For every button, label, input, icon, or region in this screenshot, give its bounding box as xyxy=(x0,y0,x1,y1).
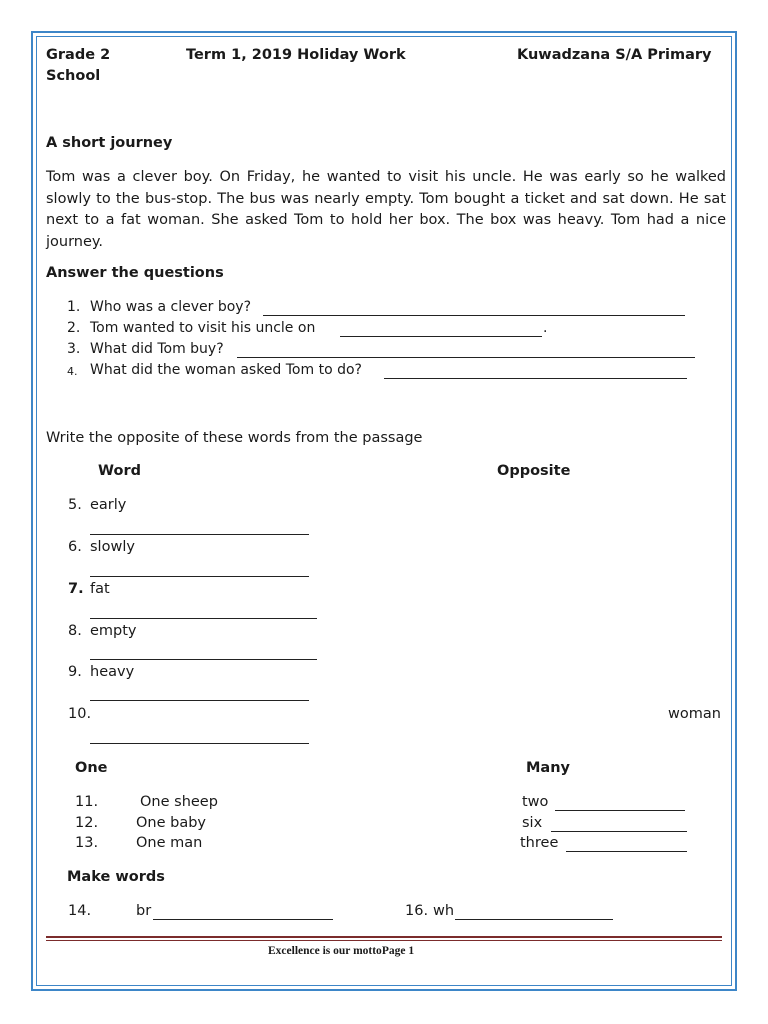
header-school: Kuwadzana S/A Primary xyxy=(517,47,712,63)
footer-page-number: Page 1 xyxy=(381,945,415,957)
question-number: 3. xyxy=(67,341,81,357)
plural-one: One man xyxy=(136,835,203,851)
answer-line[interactable] xyxy=(90,743,309,744)
col-one-heading: One xyxy=(75,760,108,776)
opposite-right-word: woman xyxy=(668,706,721,722)
answer-line[interactable] xyxy=(263,315,685,316)
opposite-word: slowly xyxy=(90,539,135,555)
passage-text: Tom was a clever boy. On Friday, he wanted to visit his uncle. He was early so he walked slowly to the bus-stop. The bus was nearly empty. Tom bought a ticket and sat down. He sat next to a fat woman. She asked Tom to hold her box. The box was heavy. Tom had a nice journey. xyxy=(46,169,726,250)
answer-line[interactable] xyxy=(555,810,685,811)
footer-rule xyxy=(46,936,722,938)
question-number: 2. xyxy=(67,320,81,336)
plural-many: two xyxy=(522,794,549,810)
opposite-word: heavy xyxy=(90,664,135,680)
answer-line[interactable] xyxy=(90,700,309,701)
question-suffix: . xyxy=(543,320,548,336)
make-word-number: 14. xyxy=(68,903,92,919)
question-text: What did Tom buy? xyxy=(90,341,224,357)
opposites-instruction: Write the opposite of these words from the passage xyxy=(46,430,423,446)
opposite-word: early xyxy=(90,497,127,513)
opposite-number: 7. xyxy=(68,581,84,597)
question-text: Tom wanted to visit his uncle on xyxy=(90,320,316,336)
question-number: 1. xyxy=(67,299,81,315)
opposite-word: fat xyxy=(90,581,110,597)
col-word-heading: Word xyxy=(98,463,141,479)
opposite-number: 10. xyxy=(68,706,92,722)
answer-line[interactable] xyxy=(384,378,687,379)
make-word-prefix: wh xyxy=(433,903,455,919)
col-many-heading: Many xyxy=(526,760,570,776)
plural-many: six xyxy=(522,815,543,831)
answer-line[interactable] xyxy=(90,576,309,577)
make-words-heading: Make words xyxy=(67,869,165,885)
opposite-number: 5. xyxy=(68,497,82,513)
answer-line[interactable] xyxy=(90,534,309,535)
plural-one: One sheep xyxy=(140,794,218,810)
opposite-number: 8. xyxy=(68,623,82,639)
header-term: Term 1, 2019 Holiday Work xyxy=(186,47,406,63)
answer-line[interactable] xyxy=(90,618,317,619)
opposite-word: empty xyxy=(90,623,137,639)
plural-many: three xyxy=(520,835,559,851)
opposite-number: 9. xyxy=(68,664,82,680)
answer-line[interactable] xyxy=(90,659,317,660)
question-text: What did the woman asked Tom to do? xyxy=(90,362,362,378)
questions-heading: Answer the questions xyxy=(46,265,224,281)
opposite-number: 6. xyxy=(68,539,82,555)
answer-line[interactable] xyxy=(340,336,542,337)
question-number: 4. xyxy=(67,365,78,378)
col-opposite-heading: Opposite xyxy=(497,463,571,479)
footer-motto xyxy=(268,945,414,957)
passage-title: A short journey xyxy=(46,135,173,151)
footer-rule-thin xyxy=(46,940,722,941)
answer-line[interactable] xyxy=(551,831,687,832)
plural-number: 11. xyxy=(75,794,99,810)
make-word-prefix: br xyxy=(136,903,152,919)
header-grade: Grade 2 xyxy=(46,47,111,63)
answer-line[interactable] xyxy=(566,851,687,852)
plural-number: 12. xyxy=(75,815,99,831)
answer-line[interactable] xyxy=(455,919,613,920)
footer-motto-text: Excellence is our motto xyxy=(268,945,382,957)
answer-line[interactable] xyxy=(153,919,333,920)
plural-one: One baby xyxy=(136,815,207,831)
plural-number: 13. xyxy=(75,835,99,851)
answer-line[interactable] xyxy=(237,357,695,358)
question-text: Who was a clever boy? xyxy=(90,299,252,315)
header-school-cont: School xyxy=(46,68,101,84)
make-word-number: 16. xyxy=(405,903,429,919)
